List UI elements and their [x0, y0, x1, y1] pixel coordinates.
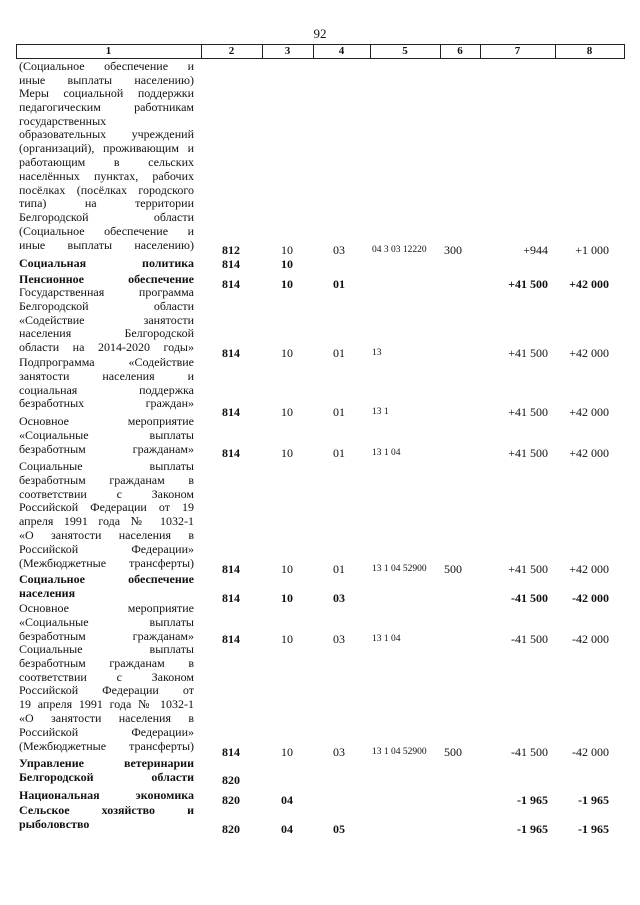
row-label-line: «Социальные выплаты [19, 428, 194, 442]
cell-c6: 300 [444, 243, 462, 257]
row-label-line: Социальные выплаты [19, 643, 194, 656]
cell-c7: +944 [523, 243, 548, 257]
row-label-line: соответствии с Законом [19, 670, 194, 684]
cell-c7: +41 500 [508, 277, 548, 291]
cell-c4: 05 [333, 822, 345, 836]
cell-c3: 10 [281, 405, 293, 419]
cell-c3: 10 [281, 591, 293, 605]
cell-c7: -41 500 [511, 591, 548, 605]
cell-c3: 10 [281, 257, 293, 271]
row-label-line: иные выплаты населению) [19, 73, 194, 87]
cell-c5: 13 1 04 [372, 634, 401, 644]
row-label-line: Национальная экономика [19, 789, 194, 802]
row-label [19, 356, 194, 411]
cell-c5: 13 [372, 348, 382, 358]
row-label-line: Основное мероприятие [19, 602, 194, 615]
cell-c8: -42 000 [572, 745, 609, 759]
cell-c3: 04 [281, 793, 293, 807]
cell-c8: -42 000 [572, 632, 609, 646]
cell-c8: -1 965 [578, 793, 609, 807]
cell-c3: 10 [281, 243, 293, 257]
row-label-line: соответствии с Законом [19, 487, 194, 501]
row-label [19, 602, 194, 643]
row-label-line: безработным гражданам в [19, 656, 194, 670]
cell-c7: +41 500 [508, 562, 548, 576]
cell-c7: -41 500 [511, 745, 548, 759]
cell-c8: -1 965 [578, 822, 609, 836]
row-label-line: педагогическим работникам [19, 100, 194, 114]
row-label-line: типа) на территории [19, 197, 194, 211]
cell-c2: 814 [222, 257, 240, 271]
cell-c4: 01 [333, 277, 345, 291]
row-label [19, 273, 194, 287]
cell-c7: -1 965 [517, 793, 548, 807]
column-header-8: 8 [586, 45, 593, 57]
cell-c4: 03 [333, 243, 345, 257]
row-label-line: Подпрограмма «Содействие [19, 356, 194, 369]
row-label-line: 19 апреля 1991 года № 1032-1 [19, 698, 194, 712]
row-label-line: «О занятости населения в [19, 528, 194, 542]
row-label-line: Российской Федерации» [19, 542, 194, 556]
cell-c2: 820 [222, 793, 240, 807]
row-label-line: Управление ветеринарии [19, 757, 194, 770]
row-label-line: (Социальное обеспечение и [19, 224, 194, 238]
cell-c7: +41 500 [508, 405, 548, 419]
column-header-5: 5 [402, 45, 408, 57]
row-label [19, 643, 194, 753]
cell-c7: -1 965 [517, 822, 548, 836]
cell-c6: 500 [444, 745, 462, 759]
cell-c3: 10 [281, 446, 293, 460]
cell-c2: 814 [222, 346, 240, 360]
row-label-line: безработным гражданам в [19, 473, 194, 487]
cell-c5: 13 1 04 52900 [372, 564, 427, 574]
row-label-line: иные выплаты населению) [19, 238, 194, 252]
row-label-line: Государственная программа [19, 286, 194, 299]
column-header-1: 1 [105, 45, 112, 57]
row-label-line: Российской Федерации от [19, 684, 194, 698]
cell-c2: 814 [222, 632, 240, 646]
row-label-line: работающим в сельских [19, 155, 194, 169]
cell-c3: 10 [281, 632, 293, 646]
cell-c4: 03 [333, 632, 345, 646]
cell-c7: +41 500 [508, 346, 548, 360]
cell-c5: 13 1 04 [372, 448, 401, 458]
row-label-line: (организаций), проживающим и [19, 142, 194, 156]
cell-c6: 500 [444, 562, 462, 576]
cell-c8: +42 000 [569, 277, 609, 291]
row-label-line: безработных граждан» [19, 397, 194, 411]
cell-c8: -42 000 [572, 591, 609, 605]
row-label [19, 87, 194, 253]
row-label-line: образовательных учреждений [19, 128, 194, 142]
cell-c3: 10 [281, 745, 293, 759]
cell-c7: +41 500 [508, 446, 548, 460]
row-label-line: Основное мероприятие [19, 415, 194, 428]
cell-c4: 01 [333, 446, 345, 460]
cell-c8: +1 000 [575, 243, 609, 257]
cell-c2: 814 [222, 277, 240, 291]
cell-c2: 814 [222, 405, 240, 419]
cell-c3: 10 [281, 562, 293, 576]
row-label [19, 789, 194, 803]
row-label-line: социальная поддержка [19, 383, 194, 397]
row-label-line: Российской Федерации» [19, 725, 194, 739]
row-label-line: Меры социальной поддержки [19, 87, 194, 100]
row-label [19, 286, 194, 355]
row-label-line: Социальные выплаты [19, 460, 194, 473]
cell-c8: +42 000 [569, 405, 609, 419]
cell-c5: 13 1 04 52900 [372, 747, 427, 757]
cell-c2: 820 [222, 773, 240, 787]
row-label-line: Сельское хозяйство и [19, 804, 194, 817]
cell-c2: 814 [222, 446, 240, 460]
cell-c3: 10 [281, 346, 293, 360]
column-header-2: 2 [228, 45, 235, 57]
cell-c4: 03 [333, 591, 345, 605]
row-label-line: населения [19, 585, 76, 600]
row-label-line: Белгородской области [19, 299, 194, 313]
page-number: 92 [313, 26, 327, 41]
row-label-line: (Межбюджетные трансферты) [19, 739, 194, 753]
row-label-line: безработным гражданам» [19, 442, 194, 456]
row-label-line: апреля 1991 года № 1032-1 [19, 515, 194, 529]
row-label-line: «Социальные выплаты [19, 615, 194, 629]
column-header-4: 4 [338, 45, 345, 57]
column-header-7: 7 [514, 45, 521, 57]
cell-c4: 03 [333, 745, 345, 759]
cell-c8: +42 000 [569, 346, 609, 360]
cell-c5: 13 1 [372, 407, 389, 417]
cell-c5: 04 3 03 12220 [372, 245, 427, 255]
cell-c8: +42 000 [569, 446, 609, 460]
row-label-line: государственных [19, 113, 107, 128]
row-label-line: «О занятости населения в [19, 711, 194, 725]
column-header-3: 3 [284, 45, 291, 57]
row-label-line: населения Белгородской [19, 327, 194, 341]
cell-c2: 814 [222, 591, 240, 605]
row-label [19, 757, 194, 785]
row-label [19, 573, 194, 601]
cell-c4: 01 [333, 346, 345, 360]
row-label [19, 804, 194, 832]
cell-c7: -41 500 [511, 632, 548, 646]
row-label-line: Социальная политика [19, 257, 194, 270]
row-label [19, 60, 194, 88]
row-label-line: рыболовство [19, 816, 90, 831]
row-label-line: Социальное обеспечение [19, 573, 194, 586]
header-divider [624, 44, 625, 58]
cell-c4: 01 [333, 562, 345, 576]
cell-c2: 814 [222, 745, 240, 759]
cell-c3: 04 [281, 822, 293, 836]
row-label-line: Российской Федерации от 19 [19, 501, 194, 515]
cell-c8: +42 000 [569, 562, 609, 576]
cell-c2: 814 [222, 562, 240, 576]
row-label [19, 460, 194, 570]
row-label [19, 415, 194, 456]
row-label-line: населённых пунктах, рабочих [19, 169, 194, 183]
row-label-line: Пенсионное обеспечение [19, 273, 194, 286]
row-label-line: Белгородской области [19, 211, 194, 225]
cell-c4: 01 [333, 405, 345, 419]
row-label-line: «Содействие занятости [19, 313, 194, 327]
column-header-6: 6 [457, 45, 463, 57]
cell-c2: 812 [222, 243, 240, 257]
header-bottom-rule [16, 58, 625, 59]
cell-c3: 10 [281, 277, 293, 291]
row-label-line: области на 2014-2020 годы» [19, 341, 194, 355]
row-label-line: безработным гражданам» [19, 629, 194, 643]
row-label-line: (Социальное обеспечение и [19, 60, 194, 73]
row-label-line: посёлках (посёлках городского [19, 183, 194, 197]
row-label [19, 257, 194, 271]
row-label-line: занятости населения и [19, 369, 194, 383]
row-label-line: Белгородской области [19, 770, 194, 784]
cell-c2: 820 [222, 822, 240, 836]
row-label-line: (Межбюджетные трансферты) [19, 556, 194, 570]
